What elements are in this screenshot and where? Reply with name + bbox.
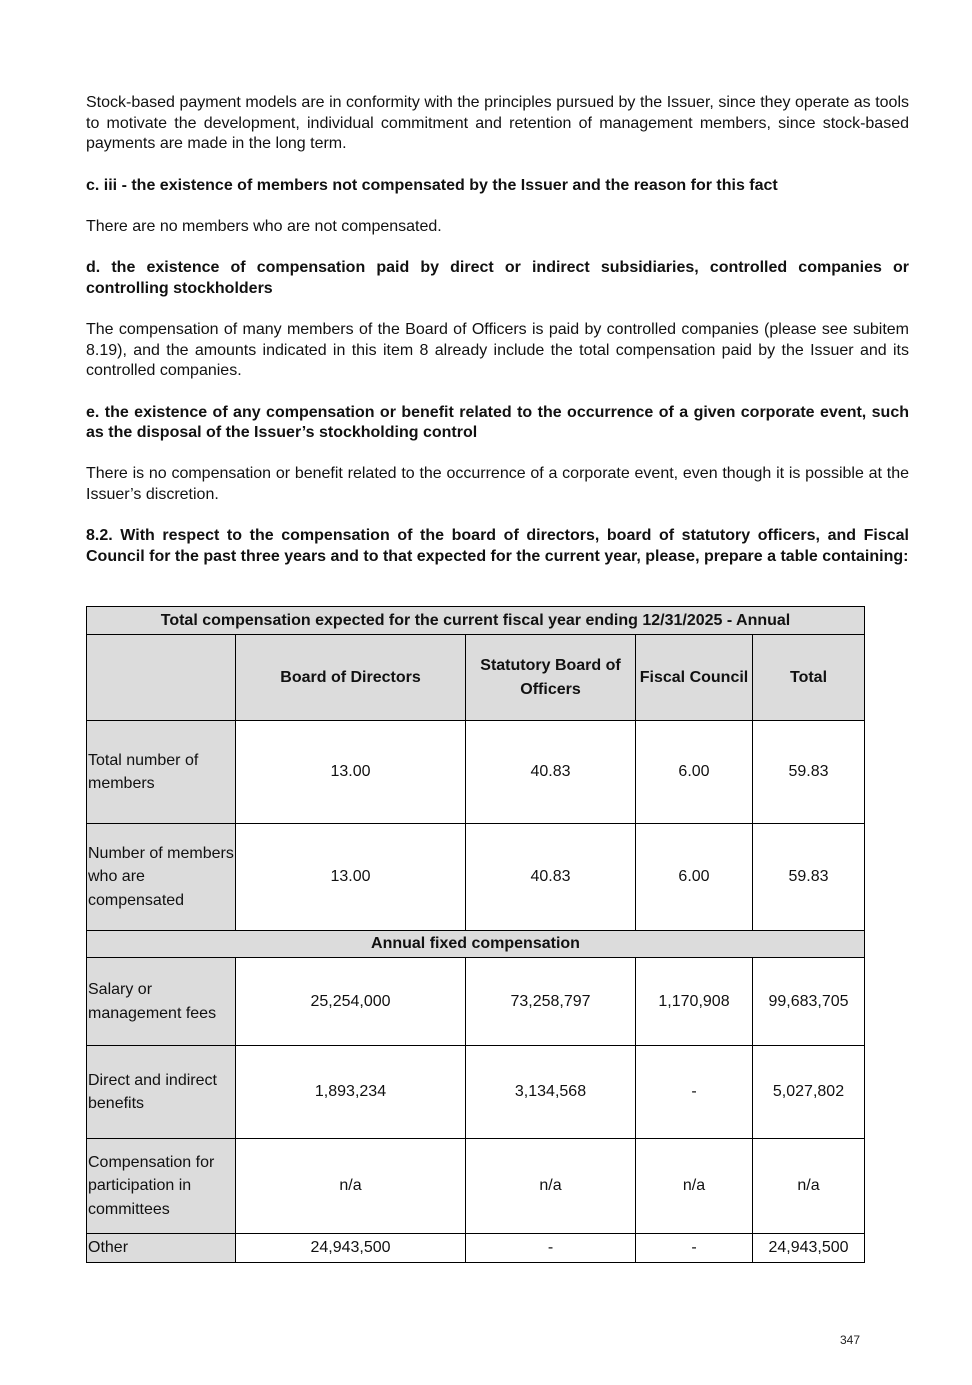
cell-statutory-board: 40.83	[466, 721, 636, 824]
cell-total: 59.83	[753, 721, 865, 824]
cell-board-of-directors: n/a	[236, 1139, 466, 1234]
row-label: Other	[87, 1234, 236, 1263]
heading-d: d. the existence of compensation paid by direct or indirect subsidiaries, controlled companies or controlling stockholders	[86, 259, 909, 297]
cell-statutory-board: 40.83	[466, 824, 636, 931]
table-row	[87, 721, 865, 824]
row-label: Direct and indirect benefits	[87, 1046, 236, 1139]
document-page	[86, 93, 909, 568]
cell-board-of-directors: 25,254,000	[236, 958, 466, 1046]
cell-fiscal-council: -	[636, 1046, 753, 1139]
cell-fiscal-council: 6.00	[636, 824, 753, 931]
section-header-annual-fixed: Annual fixed compensation	[87, 931, 865, 958]
cell-board-of-directors: 24,943,500	[236, 1234, 466, 1263]
cell-fiscal-council: 1,170,908	[636, 958, 753, 1046]
row-label: Total number of members	[87, 721, 236, 824]
cell-statutory-board: 73,258,797	[466, 958, 636, 1046]
row-label: Salary or management fees	[87, 958, 236, 1046]
cell-fiscal-council: 6.00	[636, 721, 753, 824]
cell-total: n/a	[753, 1139, 865, 1234]
paragraph-no-uncompensated: There are no members who are not compensated.	[86, 217, 442, 235]
cell-statutory-board: -	[466, 1234, 636, 1263]
cell-total: 59.83	[753, 824, 865, 931]
cell-total: 24,943,500	[753, 1234, 865, 1263]
cell-fiscal-council: n/a	[636, 1139, 753, 1234]
column-header-statutory-board: Statutory Board of Officers	[466, 635, 636, 721]
page-number: 347	[840, 1333, 861, 1347]
column-header-empty	[87, 635, 236, 721]
table-row	[87, 1139, 865, 1234]
cell-statutory-board: 3,134,568	[466, 1046, 636, 1139]
cell-board-of-directors: 13.00	[236, 721, 466, 824]
row-label: Number of members who are compensated	[87, 824, 236, 931]
cell-total: 99,683,705	[753, 958, 865, 1046]
paragraph-stock-based-payment: Stock-based payment models are in conformity with the principles pursued by the Issuer, since they operate as tools to motivate the development, individual commitment and retention of management members, since stock-based payments are made in the long term.	[86, 94, 909, 153]
table-header-row	[87, 635, 865, 721]
table-row	[87, 1234, 865, 1263]
row-label: Compensation for participation in committees	[87, 1139, 236, 1234]
heading-c-iii: c. iii - the existence of members not compensated by the Issuer and the reason for this fact	[86, 176, 778, 194]
cell-board-of-directors: 13.00	[236, 824, 466, 931]
heading-e: e. the existence of any compensation or benefit related to the occurrence of a given corporate event, such as the disposal of the Issuer’s stockholding control	[86, 403, 909, 442]
column-header-fiscal-council: Fiscal Council	[636, 635, 753, 721]
table-title: Total compensation expected for the current fiscal year ending 12/31/2025 - Annual	[87, 607, 865, 635]
cell-total: 5,027,802	[753, 1046, 865, 1139]
compensation-table	[86, 606, 865, 1263]
table-row	[87, 824, 865, 931]
paragraph-controlled-companies: The compensation of many members of the Board of Officers is paid by controlled companies (please see subitem 8.19), and the amounts indicated in this item 8 already include the total compensation paid by the Issuer and its controlled companies.	[86, 320, 909, 380]
heading-8-2: 8.2. With respect to the compensation of the board of directors, board of statutory officers, and Fiscal Council for the past three years and to that expected for the current year, please, prepare a table containing:	[86, 527, 909, 566]
cell-statutory-board: n/a	[466, 1139, 636, 1234]
column-header-board-of-directors: Board of Directors	[236, 635, 466, 721]
table-row	[87, 958, 865, 1046]
cell-fiscal-council: -	[636, 1234, 753, 1263]
table-row	[87, 1046, 865, 1139]
cell-board-of-directors: 1,893,234	[236, 1046, 466, 1139]
paragraph-no-corporate-event: There is no compensation or benefit related to the occurrence of a corporate event, even though it is possible at the Issuer’s discretion.	[86, 465, 909, 504]
column-header-total: Total	[753, 635, 865, 721]
